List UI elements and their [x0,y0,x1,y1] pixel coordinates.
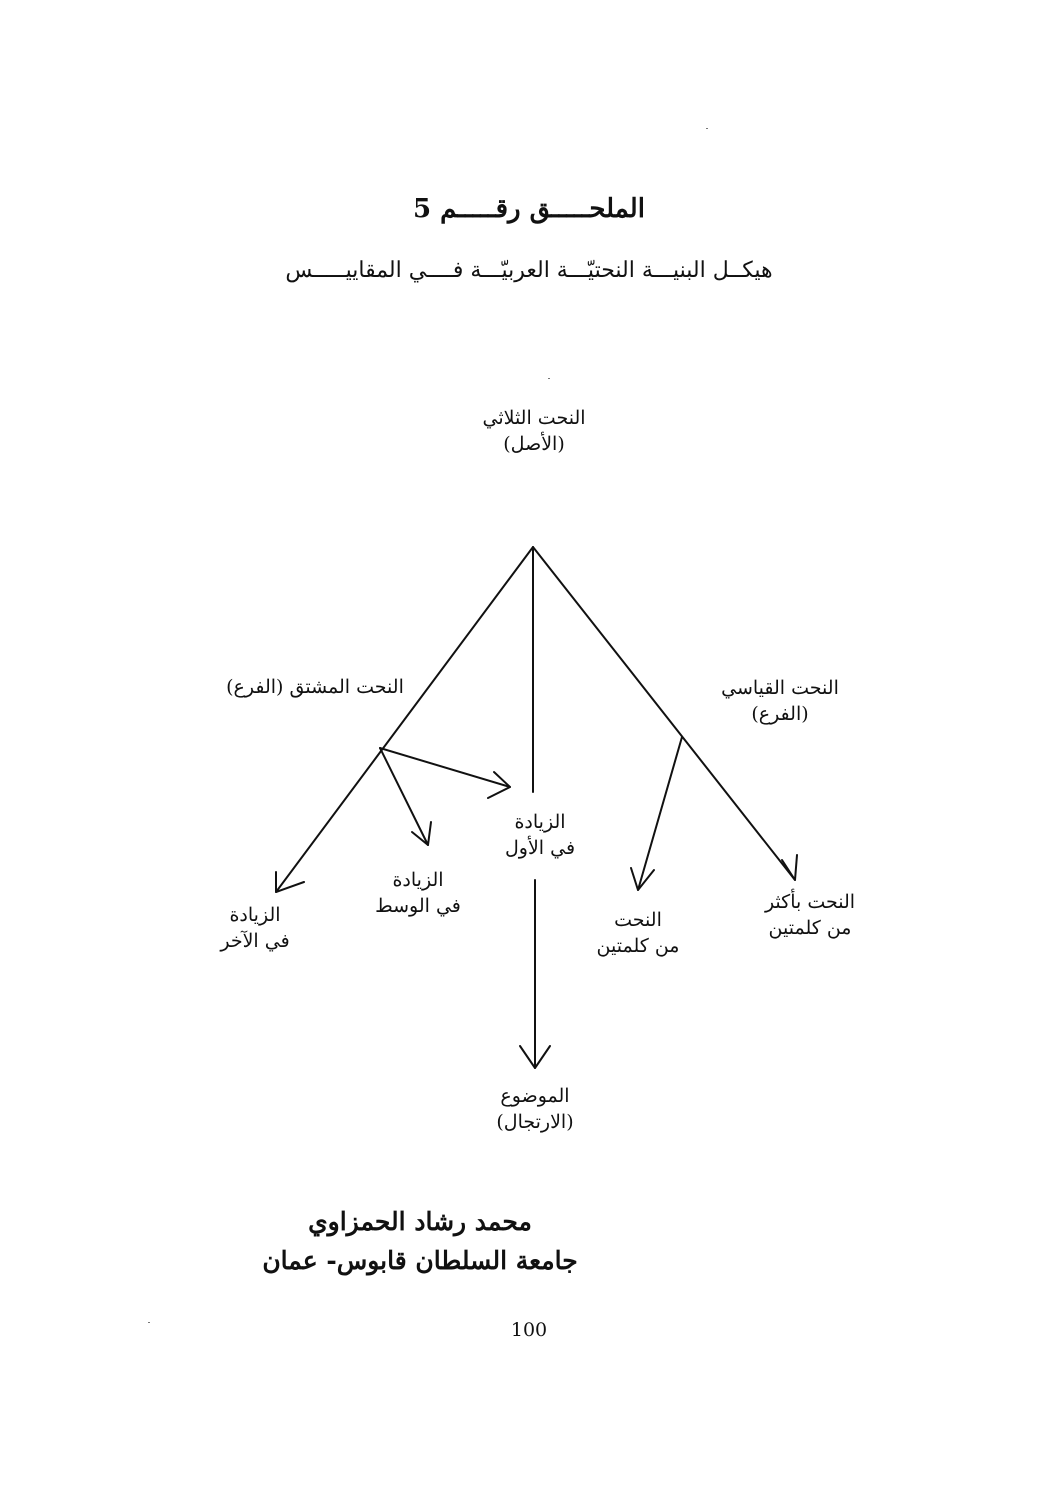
signature-block [230,1203,610,1281]
leaf-two-words [563,908,713,959]
node-bottom [455,1084,615,1135]
scan-speck [148,1322,150,1323]
node-root-line2: (الأصل) [503,432,565,455]
arrowhead-beginning [488,772,510,798]
leaf-end-line2: في الآخر [220,929,290,952]
edge-right-twowords [638,737,682,890]
edge-left-middle [380,748,428,845]
leaf-middle-line1: الزيادة [392,869,444,891]
node-left-branch [215,675,415,701]
leaf-middle-line2: في الوسط [375,894,461,917]
appendix-subtitle: هيكــل البنيـــة النحتيّـــة العربيّـــة فــــي المقاييـــــس [285,258,773,283]
leaf-end-line1: الزيادة [229,904,281,926]
leaf-middle [343,868,493,919]
node-right-branch [680,676,880,727]
arrowhead-end [276,872,304,892]
leaf-more-words-line2: من كلمتين [768,916,852,939]
edge-left-beginning [380,748,510,787]
leaf-beginning-line1: الزيادة [514,811,566,833]
scan-speck [706,128,708,129]
appendix-title: الملحـــــق رقـــــم 5 [413,194,645,224]
signature-affiliation: جامعة السلطان قابوس- عمان [262,1245,578,1275]
node-right-branch-line2: (الفرع) [751,702,809,725]
node-left-branch-label: النحت المشتق (الفرع) [226,676,404,698]
node-root [434,406,634,457]
leaf-two-words-line1: النحت [614,909,662,931]
leaf-beginning-line2: في الأول [504,836,576,859]
leaf-more-words [730,890,890,941]
leaf-two-words-line2: من كلمتين [596,934,680,957]
node-right-branch-line1: النحت القياسي [721,677,839,699]
node-bottom-line2: (الارتجال) [496,1110,574,1133]
node-bottom-line1: الموضوع [500,1085,570,1107]
scan-speck [548,378,550,379]
signature-author: محمد رشاد الحمزاوي [308,1207,532,1236]
node-root-line1: النحت الثلاثي [482,407,586,429]
page-number: 100 [510,1319,548,1341]
leaf-beginning [465,810,615,861]
leaf-end [180,903,330,954]
leaf-more-words-line1: النحت بأكثر [764,891,856,913]
